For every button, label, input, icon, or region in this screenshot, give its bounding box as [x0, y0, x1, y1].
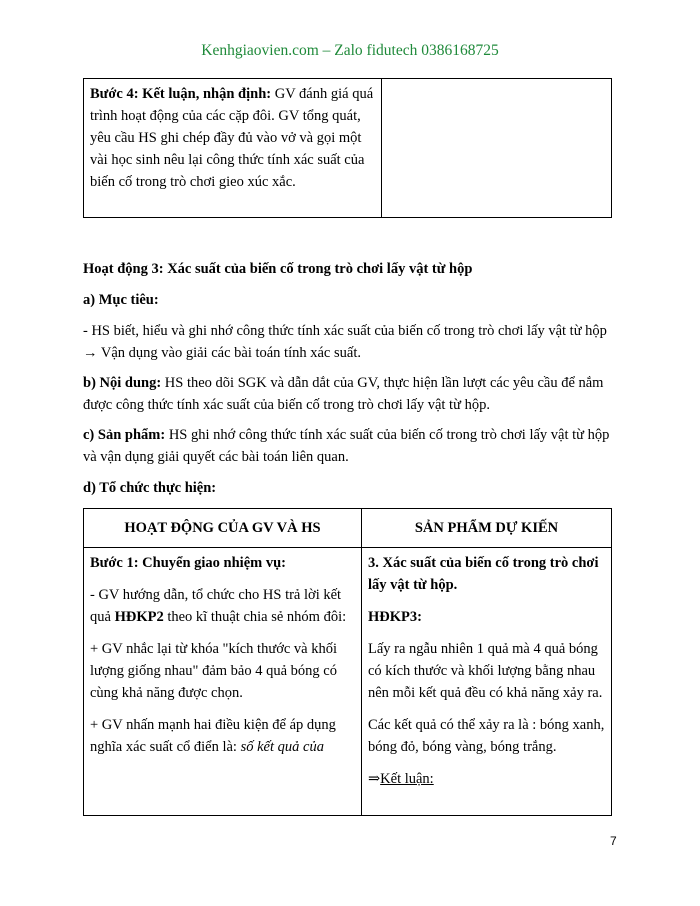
section-a-label [83, 289, 618, 311]
right-p2: Các kết quả có thể xảy ra là : bóng xanh, bóng đỏ, bóng vàng, bóng trắng. [368, 717, 605, 755]
col1-header: HOẠT ĐỘNG CỦA GV VÀ HS [84, 509, 362, 548]
left-p2: + GV nhắc lại từ khóa "kích thước và khối lượng giống nhau" đảm bảo 4 quả bóng có cùng khả năng được chọn. [90, 641, 338, 701]
section-b-label: b) Nội dung: [83, 375, 162, 391]
right-p1: Lấy ra ngẫu nhiên 1 quả mà 4 quả bóng có kích thước và khối lượng bằng nhau nên mỗi kết quả đều có khả năng xảy ra. [368, 641, 603, 701]
page-header [0, 42, 700, 60]
section-c-label: c) Sản phẩm: [83, 427, 166, 443]
left-p3 [90, 714, 355, 758]
step1-label: Bước 1: Chuyển giao nhiệm vụ: [90, 555, 286, 571]
top-table-left-cell [84, 79, 382, 218]
left-p1-a: - GV hướng dẫn, tổ chức cho HS trả lời kết quả [90, 587, 342, 625]
main-right-cell [362, 548, 612, 816]
header-contact: Zalo fidutech 0386168725 [334, 42, 499, 59]
left-p1-bold: HĐKP2 [114, 609, 164, 625]
page-number: 7 [610, 834, 617, 848]
step4-text: GV đánh giá quá trình hoạt động của các cặp đôi. GV tổng quát, yêu cầu HS ghi chép đầy đủ vào vở và gọi một vài học sinh nêu lại công thức tính xác suất của biến cố trong trò chơi gieo xúc xắc. [90, 86, 374, 190]
section-b-body: HS theo dõi SGK và dẫn dắt của GV, thực hiện lần lượt các yêu cầu để nắm được công thức tính xác suất của biến cố trong trò chơi lấy vật từ hộp. [83, 375, 604, 413]
section-b [83, 372, 618, 416]
section-d-label [83, 477, 618, 499]
top-table [83, 78, 612, 218]
section-d-label-text: d) Tổ chức thực hiện: [83, 480, 217, 496]
col2-header: SẢN PHẨM DỰ KIẾN [362, 509, 612, 548]
conclusion-label: Kết luận: [380, 771, 434, 787]
activity-title-text: Hoạt động 3: Xác suất của biến cố trong trò chơi lấy vật từ hộp [83, 261, 473, 277]
left-p1 [90, 584, 355, 628]
step4-label: Bước 4: Kết luận, nhận định: [90, 86, 272, 102]
section-a-text [83, 320, 618, 364]
section-a-label-text: a) Mục tiêu: [83, 292, 159, 308]
section-a-body: - HS biết, hiểu và ghi nhớ công thức tính xác suất của biến cố trong trò chơi lấy vật từ hộp → Vận dụng vào giải các bài toán tính xác suất. [83, 323, 607, 361]
left-p1-b: theo kĩ thuật chia sẻ nhóm đôi: [163, 609, 347, 625]
main-left-cell [84, 548, 362, 816]
activity-title [83, 258, 618, 280]
left-p3-italic: số kết quả của [240, 739, 324, 755]
implies-arrow: ⇒ [368, 771, 381, 787]
header-separator: – [318, 42, 335, 59]
header-site: Kenhgiaovien.com [201, 42, 319, 59]
top-table-right-cell [382, 79, 612, 218]
main-table [83, 508, 612, 816]
right-heading: 3. Xác suất của biến cố trong trò chơi lấy vật từ hộp. [368, 555, 599, 593]
left-p3-a: + GV nhấn mạnh hai điều kiện để áp dụng nghĩa xác suất cổ điển là: [90, 717, 336, 755]
section-c [83, 424, 618, 468]
section-c-body: HS ghi nhớ công thức tính xác suất của biến cố trong trò chơi lấy vật từ hộp và vận dụng giải quyết các bài toán liên quan. [83, 427, 610, 465]
right-conclusion [368, 768, 605, 790]
right-label: HĐKP3: [368, 609, 422, 625]
